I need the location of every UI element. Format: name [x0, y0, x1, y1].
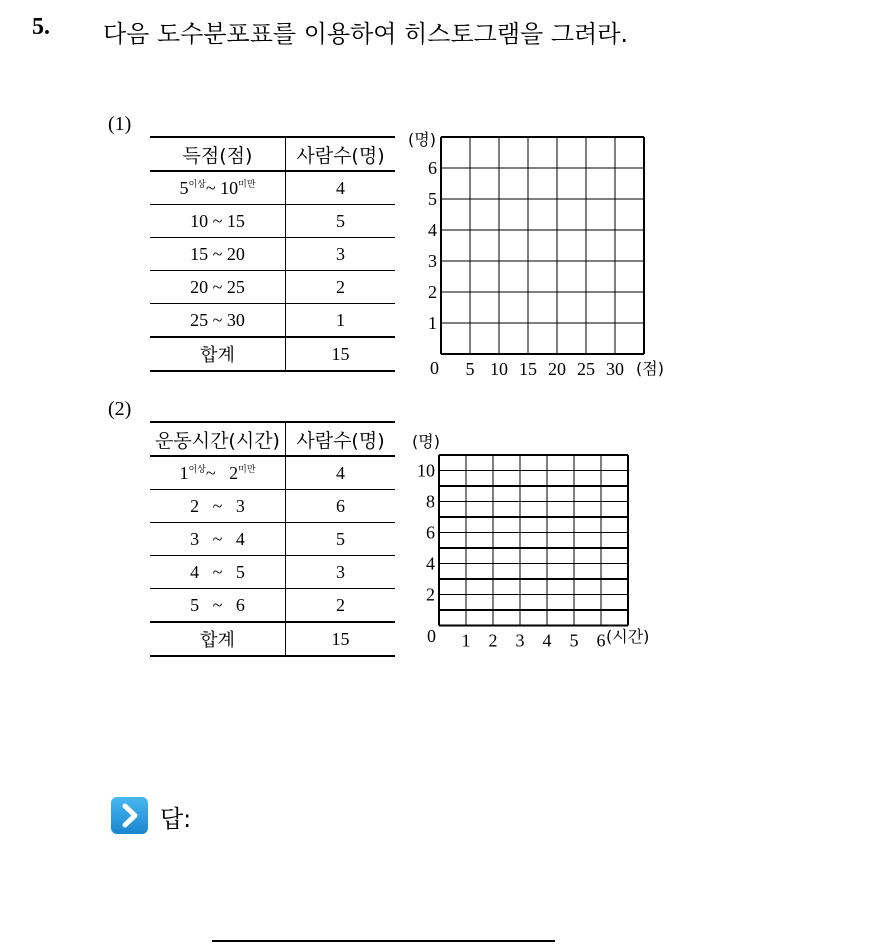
y-tick-label: 6: [426, 522, 435, 543]
x-tick-label: 15: [519, 359, 537, 379]
part2-label: (2): [108, 398, 132, 420]
table2-total-row: [150, 622, 395, 656]
table2-class-interval: 3 ~ 4: [150, 523, 286, 556]
question-text: 다음 도수분포표를 이용하여 히스토그램을 그려라.: [103, 20, 629, 48]
table-row: [150, 271, 395, 304]
y-tick-label: 4: [426, 553, 435, 574]
table-row: [150, 238, 395, 271]
grid2-origin: 0: [427, 626, 436, 646]
y-tick-label: 1: [428, 313, 437, 333]
table-row: [150, 456, 395, 490]
table2-total-value: 15: [286, 622, 396, 656]
answer-label: 답:: [160, 805, 192, 833]
table2-class-interval: 4 ~ 5: [150, 556, 286, 589]
x-tick-label: 25: [577, 359, 595, 379]
table1-class-interval: $5^{이상}\sim$ $10^{미만}$: [150, 171, 286, 205]
table1-class-interval: 15 ~ 20: [150, 238, 286, 271]
y-tick-label: 5: [428, 189, 437, 209]
x-tick-label: 10: [490, 359, 508, 379]
grid2-lines: [439, 455, 628, 626]
y-tick-label: 10: [417, 460, 435, 481]
table1-count: 5: [286, 205, 396, 238]
frequency-table-1: [150, 136, 395, 372]
table2-header-count: 사람수(명): [286, 422, 396, 456]
table2-header-time: 운동시간(시간): [150, 422, 286, 456]
y-tick-label: 2: [426, 584, 435, 605]
table-row: [150, 205, 395, 238]
table1-header-score: 득점(점): [150, 137, 286, 171]
y-tick-label: 2: [428, 282, 437, 302]
table1-class-interval: 20 ~ 25: [150, 271, 286, 304]
table-row: [150, 490, 395, 523]
table1-header-count: 사람수(명): [286, 137, 396, 171]
table2-count: 6: [286, 490, 396, 523]
grid1-y-unit: (명): [408, 130, 436, 149]
table-row: [150, 523, 395, 556]
x-tick-label: 4: [542, 630, 552, 651]
table2-class-interval: $1^{이상}\sim$ $2^{미만}$: [150, 456, 286, 490]
table2-class-interval: 5 ~ 6: [150, 589, 286, 623]
table1-count: 3: [286, 238, 396, 271]
table2-count: 5: [286, 523, 396, 556]
table1-class-interval: 10 ~ 15: [150, 205, 286, 238]
x-tick-label: 6: [596, 630, 606, 651]
grid2-x-unit: (시간): [606, 627, 650, 646]
y-tick-label: 8: [426, 491, 435, 512]
table2-class-interval: 2 ~ 3: [150, 490, 286, 523]
histogram-grid-2: [400, 425, 680, 655]
x-tick-label: 1: [461, 630, 471, 651]
answer-icon-box: [111, 797, 148, 834]
table-row: [150, 556, 395, 589]
frequency-table-2: [150, 421, 395, 657]
table-row: [150, 304, 395, 338]
table2-count: 4: [286, 456, 396, 490]
y-tick-label: 4: [428, 220, 437, 240]
table2-count: 2: [286, 589, 396, 623]
table1-count: 2: [286, 271, 396, 304]
table1-count: 4: [286, 171, 396, 205]
x-tick-label: 30: [606, 359, 624, 379]
x-tick-label: 2: [488, 630, 498, 651]
grid2-y-unit: (명): [412, 432, 440, 451]
table1-total-label: 합계: [150, 337, 286, 371]
table2-total-label: 합계: [150, 622, 286, 656]
x-tick-label: 5: [569, 630, 579, 651]
histogram-grid-1: [400, 125, 680, 385]
part1-label: (1): [108, 113, 132, 135]
chevron-right-icon: [111, 797, 148, 834]
y-tick-label: 3: [428, 251, 437, 271]
table1-total-row: [150, 337, 395, 371]
table2-count: 3: [286, 556, 396, 589]
table-row: [150, 589, 395, 623]
table-row: [150, 171, 395, 205]
grid1-x-unit: (점): [636, 359, 664, 378]
answer-line[interactable]: [212, 940, 555, 942]
x-tick-label: 20: [548, 359, 566, 379]
y-tick-label: 6: [428, 158, 437, 178]
x-tick-label: 5: [465, 359, 475, 379]
table1-count: 1: [286, 304, 396, 338]
question-number: 5.: [32, 14, 50, 40]
grid1-origin: 0: [430, 358, 439, 378]
table1-total-value: 15: [286, 337, 396, 371]
x-tick-label: 3: [515, 630, 525, 651]
grid1-lines: [441, 137, 644, 354]
table1-class-interval: 25 ~ 30: [150, 304, 286, 338]
